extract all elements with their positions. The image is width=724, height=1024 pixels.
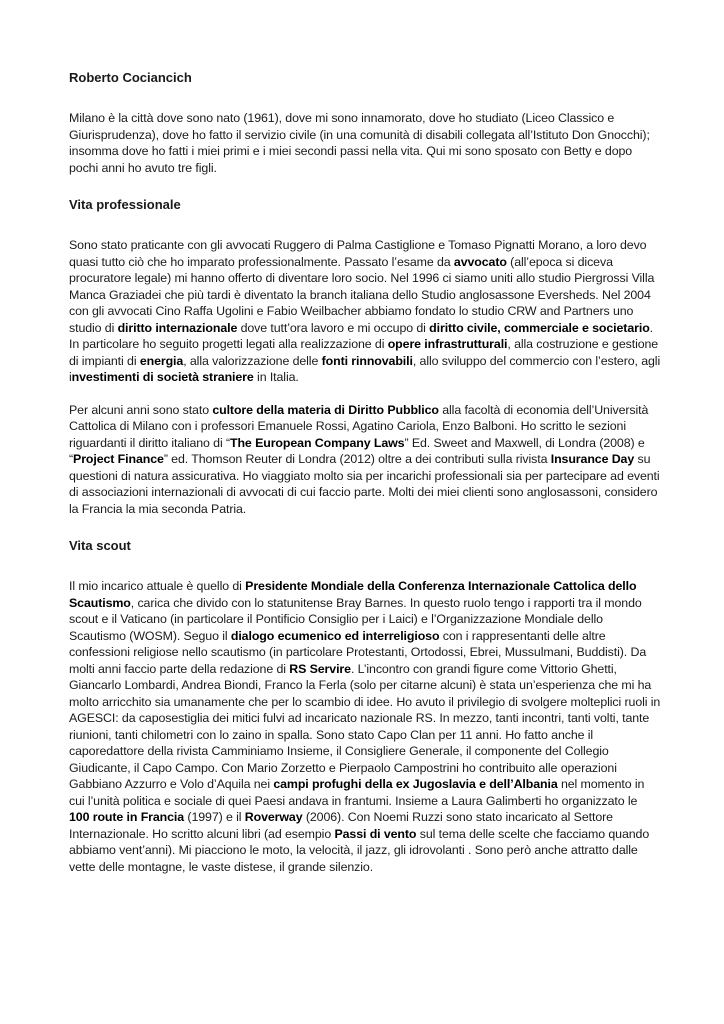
text-run: (1997) e il (184, 810, 245, 824)
intro-paragraph (69, 110, 661, 176)
text-run: Milano è la città dove sono nato (1961), dove mi sono innamorato, dove ho studiato (Liceo Classico e Giurisprudenza), dove ho fatto il servizio civile (in una comunità di disabili collegata all’Istituto Don Gnocchi); insomma dove ho fatti i miei primi e i miei secondi passi nella vita. Qui mi sono sposato con Betty e dopo pochi anni ho avuto tre figli. (69, 111, 650, 175)
bold-text-run: opere infrastrutturali (387, 337, 508, 351)
text-run: su questioni di natura assicurativa. Ho viaggiato molto sia per incarichi professionali sia per partecipare ad eventi di associazioni internazionali di avvocati di cui faccio parte. Molti dei miei clienti sono anglosassoni, considero la Francia la mia seconda Patria. (69, 452, 660, 516)
bold-text-run: Insurance Day (550, 452, 635, 466)
bold-text-run: diritto civile, commerciale e societario (429, 320, 650, 335)
text-run: (all’epoca si diceva procuratore legale) mi hanno offerto di diventare loro socio. Nel 1996 ci siamo uniti allo studio Piergrossi Villa Manca Graziadei che più tardi è diventato la branch italiana dello Studio anglosassone Eversheds. Nel 2004 con gli avvocati Cino Raffa Ugolini e Fabio Weilbacher abbiamo fondato lo studio CRW and Partners uno studio di (69, 254, 655, 335)
bold-text-run: dialogo ecumenico ed interreligioso (230, 628, 440, 643)
bold-text-run: Passi di vento (334, 826, 417, 841)
text-run: sul tema delle scelte che facciamo quando abbiamo vent’anni). Mi piacciono le moto, la velocità, il jazz, gli idrovolanti . Sono però anche attratto dalle vette delle montagne, le vaste distese, il grande silenzio. (69, 826, 650, 874)
bold-text-run: avvocato (453, 254, 507, 269)
bold-text-run: RS Servire (289, 661, 351, 676)
scout-paragraph (69, 578, 661, 875)
bold-text-run: diritto internazionale (117, 320, 238, 335)
text-run: alla facoltà di economia dell’Università Cattolica di Milano con i professori Emanuele Rossi, Agatino Cariola, Enzo Balboni. Ho scritto le sezioni riguardanti il diritto italiano di “ (69, 402, 649, 450)
text-run: con i rappresentanti delle altre confessioni religiose nello scautismo (in particolare Protestanti, Ortodossi, Ebrei, Mussulmani, Buddisti). Da molti anni faccio parte della redazione di (69, 628, 647, 676)
text-run: ” Ed. Sweet and Maxwell, di Londra (2008) e “ (69, 435, 645, 466)
text-run: (2006). Con Noemi Ruzzi sono stato incaricato al Settore Internazionale. Ho scritto alcuni libri (ad esempio (69, 810, 613, 841)
bold-text-run: 100 route in Francia (69, 810, 185, 824)
bold-text-run: cultore della materia di Diritto Pubblico (212, 402, 439, 417)
bold-text-run: fonti rinnovabili (321, 353, 413, 368)
text-run: . In particolare ho seguito progetti legati alla realizzazione di (69, 320, 654, 351)
bold-text-run: campi profughi della ex Jugoslavia e dell’Albania (273, 777, 558, 791)
section-heading-vita-professionale: Vita professionale (69, 197, 181, 212)
text-run: Per alcuni anni sono stato (69, 402, 213, 417)
text-run: nel momento in cui l’unità politica e sociale di quei Paesi andava in frantumi. Insieme a Laura Galimberti ho organizzato le (69, 777, 645, 808)
text-run: Il mio incarico attuale è quello di (69, 579, 246, 593)
section-heading-vita-scout: Vita scout (69, 538, 131, 553)
text-run: dove tutt’ora lavoro e mi occupo di (237, 320, 430, 335)
bold-text-run: Presidente Mondiale della Conferenza Internazionale Cattolica dello Scautismo (69, 579, 637, 610)
text-run: , allo sviluppo del commercio con l’estero, agli i (69, 353, 661, 384)
document-page (69, 69, 661, 875)
text-run: , alla valorizzazione delle (183, 353, 322, 368)
bold-text-run: Project Finance (73, 452, 164, 466)
bold-text-run: nvestimenti di società straniere (71, 370, 254, 384)
bold-text-run: energia (139, 353, 184, 368)
text-run: Sono stato praticante con gli avvocati Ruggero di Palma Castiglione e Tomaso Pignatti Morano, a loro devo quasi tutto ciò che ho imparato professionalmente. Passato l’esame da (69, 238, 647, 269)
text-run: . L’incontro con grandi figure come Vittorio Ghetti, Giancarlo Lombardi, Andrea Biondi, Franco la Ferla (solo per citarne alcuni) è stata un’esperienza che mi ha molto arricchito sia umanamente che per lo scambio di idee. Ho avuto il privilegio di svolgere molteplici ruoli in AGESCI: da caposestiglia dei mitici fulvi ad incaricato nazionale RS. In mezzo, tanti incontri, tanti volti, tante riunioni, tanti chilometri con lo zaino in spalla. Sono stato Capo Clan per 11 anni. Ho fatto anche il caporedattore della rivista Camminiamo Insieme, il Consigliere Generale, il componente del Collegio Giudicante, il Capo Campo. Con Mario Zorzetto e Pierpaolo Campostrini ho contribuito alle operazioni Gabbiano Azzurro e Volo d’Aquila nei (69, 661, 661, 791)
bold-text-run: The European Company Laws (230, 435, 405, 450)
professional-paragraph-2 (69, 402, 661, 518)
text-run: in Italia. (253, 370, 299, 384)
professional-paragraph-1 (69, 237, 661, 386)
document-title: Roberto Cociancich (69, 70, 192, 85)
text-run: , alla costruzione e gestione di impianti di (69, 337, 659, 368)
text-run: , carica che divido con lo statunitense Bray Barnes. In questo ruolo tengo i rapporti tra il mondo scout e il Vaticano (in particolare il Pontificio Consiglio per i Laici) e l’Organizzazione Mondiale dello Scautismo (WOSM). Seguo il (69, 595, 642, 643)
bold-text-run: Roverway (244, 810, 303, 824)
text-run: ” ed. Thomson Reuter di Londra (2012) oltre a dei contributi sulla rivista (163, 452, 551, 466)
